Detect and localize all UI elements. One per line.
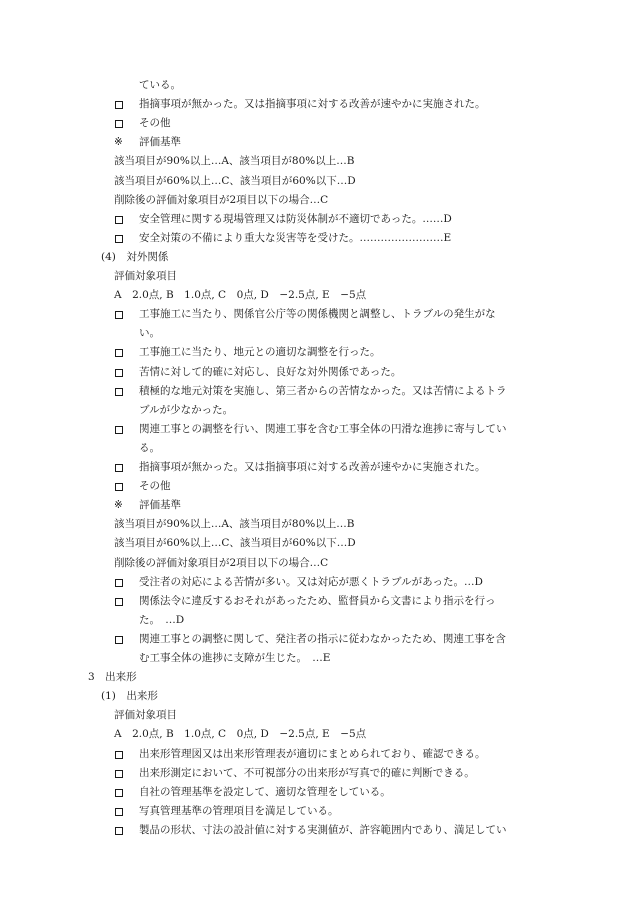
reference-mark: ※ [114,499,123,512]
checkbox-icon [115,483,123,491]
checklist-item: 出来形管理図又は出来形管理表が適切にまとめられており、確認できる。 [139,747,486,760]
checklist-item: 受注者の対応による苦情が多い。又は対応が悪くトラブルがあった。…D [139,575,483,588]
subsection-heading: (4) 対外関係 [101,250,169,263]
text-line: 削除後の評価対象項目が2項目以下の場合…C [114,556,329,569]
checklist-item: 出来形測定において、不可視部分の出来形が写真で的確に判断できる。 [139,766,475,779]
checklist-item: 関連工事との調整を行い、関連工事を含む工事全体の円滑な進捗に寄与してい [139,422,507,435]
subsection-heading: (1) 出来形 [101,690,158,703]
checklist-item: 工事施工に当たり、関係官公庁等の関係機関と調整し、トラブルの発生がな [139,308,496,321]
criteria-heading: 評価基準 [139,499,181,512]
text-line: 該当項目が60%以上…C、該当項目が60%以下…D [114,537,356,550]
checklist-item: 写真管理基準の管理項目を満足している。 [139,804,339,817]
checklist-item: 製品の形状、寸法の設計値に対する実測値が、許容範囲内であり、満足してい [139,823,507,836]
checkbox-icon [115,349,123,357]
checklist-item: その他 [139,480,171,493]
checkbox-icon [115,311,123,319]
checkbox-icon [115,464,123,472]
continuation-line: る。 [139,441,160,454]
text-line: 評価対象項目 [114,270,177,282]
text-line: A 2.0点, B 1.0点, C 0点, D −2.5点, E −5点 [114,728,367,741]
checkbox-icon [115,369,123,377]
continuation-line: む工事全体の進捗に支障が生じた。 …E [139,652,331,664]
checkbox-icon [115,808,123,816]
checklist-item: 関連工事との調整に関して、発注者の指示に従わなかったため、関連工事を含 [139,632,506,645]
text-line: A 2.0点, B 1.0点, C 0点, D −2.5点, E −5点 [114,289,367,302]
text-line: 削除後の評価対象項目が2項目以下の場合…C [114,193,329,206]
checklist-item: 苦情に対して的確に対応し、良好な対外関係であった。 [139,365,402,378]
text-line: 評価対象項目 [114,709,177,722]
continuation-line: い。 [139,327,160,340]
checklist-item: その他 [139,117,171,130]
reference-mark: ※ [114,136,123,149]
checklist-item: 積極的な地元対策を実施し、第三者からの苦情なかった。又は苦情によるトラ [139,384,507,397]
continuation-line: た。 …D [139,613,185,626]
continuation-line: ている。 [139,79,181,91]
checklist-item: 自社の管理基準を設定して、適切な管理をしている。 [139,785,391,798]
checkbox-icon [115,101,123,109]
checklist-item: 安全対策の不備により重大な災害等を受けた。……………………E [139,231,452,244]
checklist-item: 関係法令に違反するおそれがあったため、監督員から文書により指示を行っ [139,594,496,607]
checkbox-icon [115,598,123,606]
checkbox-icon [115,426,123,434]
checklist-item: 安全管理に関する現場管理又は防災体制が不適切であった。……D [139,212,452,225]
checkbox-icon [115,388,123,396]
checkbox-icon [115,636,123,644]
checklist-item: 指摘事項が無かった。又は指摘事項に対する改善が速やかに実施された。 [139,461,486,473]
checkbox-icon [115,827,123,835]
section-heading: 3 出来形 [88,671,137,684]
criteria-heading: 評価基準 [139,136,181,149]
checklist-item: 指摘事項が無かった。又は指摘事項に対する改善が速やかに実施された。 [139,98,486,111]
checkbox-icon [115,789,123,797]
continuation-line: ブルが少なかった。 [139,403,234,416]
text-line: 該当項目が90%以上…A、該当項目が80%以上…B [114,155,355,168]
checklist-item: 工事施工に当たり、地元との適切な調整を行った。 [139,346,381,359]
checkbox-icon [115,235,123,243]
checkbox-icon [115,120,123,128]
checkbox-icon [115,751,123,759]
checkbox-icon [115,770,123,778]
checkbox-icon [115,216,123,224]
text-line: 該当項目が90%以上…A、該当項目が80%以上…B [114,518,355,531]
checkbox-icon [115,579,123,587]
text-line: 該当項目が60%以上…C、該当項目が60%以下…D [114,174,356,187]
